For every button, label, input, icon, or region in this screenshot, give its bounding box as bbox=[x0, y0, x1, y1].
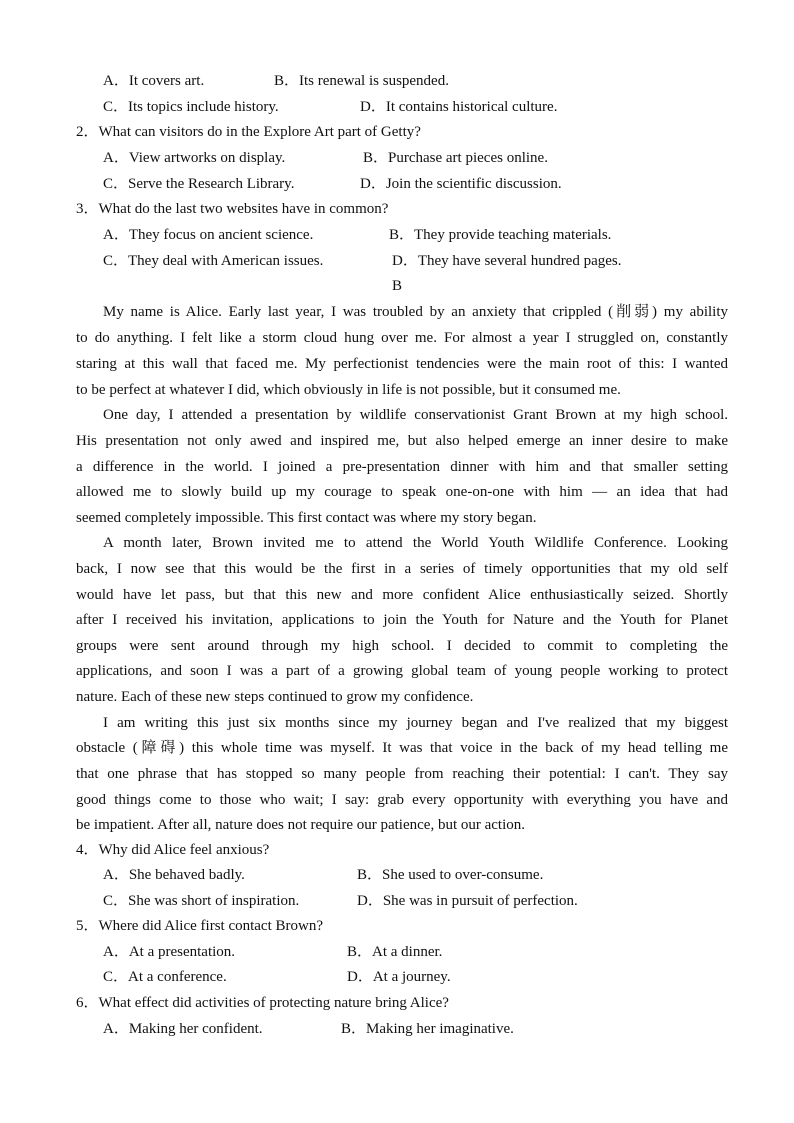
passage-line: back, I now see that this would be the first in a series of timely opportunities that my old self bbox=[76, 561, 728, 577]
passage-line: groups were sent around through my high school. I decided to commit to completing the bbox=[76, 638, 728, 654]
passage-line: to be perfect at whatever I did, which obviously in life is not possible, but it consumed me. bbox=[76, 382, 621, 398]
passage-line: be impatient. After all, nature does not require our patience, but our action. bbox=[76, 817, 526, 833]
q6-option-b: B．Making her imaginative. bbox=[341, 1021, 514, 1037]
passage-line: nature. Each of these new steps continued to grow my confidence. bbox=[76, 689, 474, 705]
passage-line: allowed me to slowly build up my courage to speak one-on-one with him — an idea that had bbox=[76, 484, 728, 500]
q4-option-d: D．She was in pursuit of perfection. bbox=[357, 893, 578, 909]
q1-option-b: B．Its renewal is suspended. bbox=[274, 73, 449, 89]
q2-option-b: B．Purchase art pieces online. bbox=[363, 150, 548, 166]
q5-option-b: B．At a dinner. bbox=[347, 944, 443, 960]
q4-option-b: B．She used to over-consume. bbox=[357, 867, 544, 883]
passage-line: I am writing this just six months since my journey began and I've realized that my biggest bbox=[103, 715, 728, 731]
passage-line: A month later, Brown invited me to attend the World Youth Wildlife Conference. Looking bbox=[103, 535, 728, 551]
q5-option-a: A．At a presentation. bbox=[103, 944, 236, 960]
passage-line: that one phrase that has stopped so many people from reaching their potential: I can't. They say bbox=[76, 766, 728, 782]
passage-line: staring at this wall that faced me. My perfectionist tendencies were the main root of this: I wanted bbox=[76, 356, 728, 372]
q6-option-a: A．Making her confident. bbox=[103, 1021, 263, 1037]
passage-line: a difference in the world. I joined a pre-presentation dinner with him and that smaller setting bbox=[76, 459, 728, 475]
passage-line: to do anything. I felt like a storm cloud hung over me. For almost a year I struggled on, constantly bbox=[76, 330, 728, 346]
q2-option-d: D．Join the scientific discussion. bbox=[360, 176, 562, 192]
passage-line: My name is Alice. Early last year, I was troubled by an anxiety that crippled (削弱) my ability bbox=[103, 304, 728, 320]
passage-line: His presentation not only awed and inspired me, but also helped emerge an inner desire to make bbox=[76, 433, 728, 449]
question-4: 4．Why did Alice feel anxious? bbox=[76, 842, 270, 858]
question-5: 5．Where did Alice first contact Brown? bbox=[76, 918, 324, 934]
question-2: 2．What can visitors do in the Explore Art part of Getty? bbox=[76, 124, 421, 140]
q3-option-b: B．They provide teaching materials. bbox=[389, 227, 612, 243]
passage-line: seemed completely impossible. This first contact was where my story began. bbox=[76, 510, 537, 526]
q2-option-a: A．View artworks on display. bbox=[103, 150, 286, 166]
q1-option-a: A．It covers art. bbox=[103, 73, 205, 89]
passage-line: good things come to those who wait; I say: grab every opportunity with everything you have and bbox=[76, 792, 728, 808]
q5-option-d: D．At a journey. bbox=[347, 969, 451, 985]
passage-line: would have let pass, but that this new and more confident Alice enthusiastically seized. Shortly bbox=[76, 587, 728, 603]
q4-option-a: A．She behaved badly. bbox=[103, 867, 245, 883]
question-3: 3．What do the last two websites have in common? bbox=[76, 201, 389, 217]
q5-option-c: C．At a conference. bbox=[103, 969, 227, 985]
section-heading: B bbox=[391, 278, 402, 294]
q2-option-c: C．Serve the Research Library. bbox=[103, 176, 295, 192]
passage-line: applications, and soon I was a part of a growing global team of young people working to protect bbox=[76, 663, 728, 679]
q3-option-d: D．They have several hundred pages. bbox=[392, 253, 622, 269]
q3-option-a: A．They focus on ancient science. bbox=[103, 227, 314, 243]
q3-option-c: C．They deal with American issues. bbox=[103, 253, 324, 269]
q1-option-c: C．Its topics include history. bbox=[103, 99, 279, 115]
passage-line: One day, I attended a presentation by wildlife conservationist Grant Brown at my high school. bbox=[103, 407, 728, 423]
q4-option-c: C．She was short of inspiration. bbox=[103, 893, 300, 909]
passage-line: after I received his invitation, applications to join the Youth for Nature and the Youth for Planet bbox=[76, 612, 728, 628]
question-6: 6．What effect did activities of protecting nature bring Alice? bbox=[76, 995, 449, 1011]
passage-line: obstacle (障碍) this whole time was myself. It was that voice in the back of my head telling me bbox=[76, 740, 728, 756]
q1-option-d: D．It contains historical culture. bbox=[360, 99, 558, 115]
